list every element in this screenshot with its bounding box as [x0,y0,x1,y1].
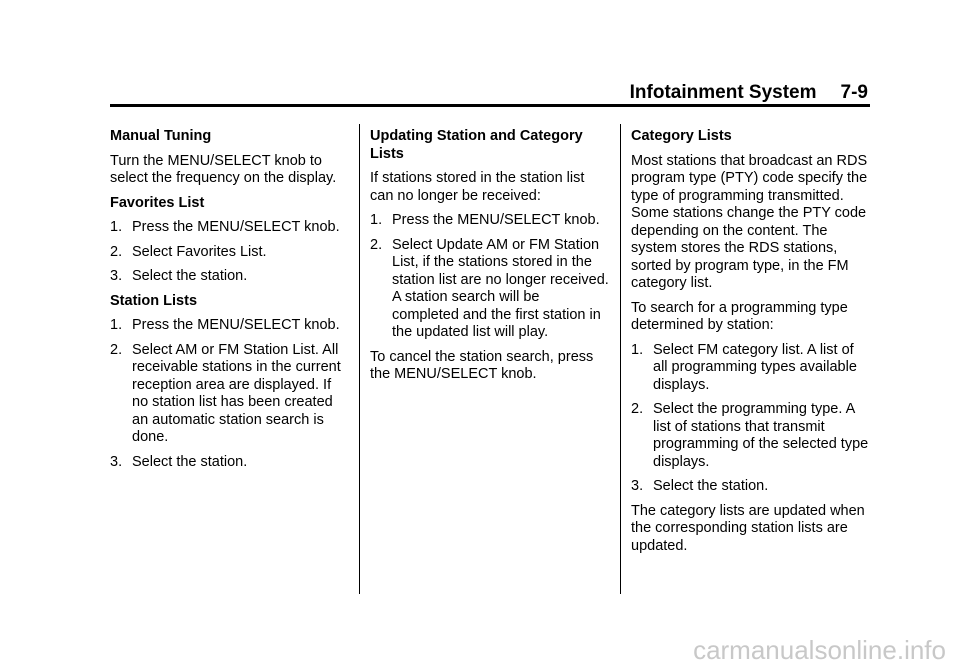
list-item: 2. Select Favorites List. [110,243,267,260]
page-header [630,82,868,104]
column-2 [370,128,610,391]
updating-lists-intro: If stations stored in the station list can no longer be received: [370,170,585,204]
list-item: 3. Select the station. [110,453,248,470]
section-title: Infotainment System [629,82,817,103]
column-1 [110,128,350,478]
column-divider [359,124,360,594]
category-lists-heading: Category Lists [631,128,732,144]
list-item: 2. Select AM or FM Station List. All receivable stations in the current reception area are displayed. If no station list has been created an automatic station search is done. [110,341,341,445]
list-item: 3. Select the station. [110,268,248,284]
watermark: carmanualsonline.info [693,635,946,665]
list-item: 2. Select Update AM or FM Station List, if the stations stored in the station list are no longer received. A station search will be completed and the first station in the updated list will play. [370,236,609,340]
manual-tuning-heading: Manual Tuning [110,128,212,144]
list-item: 3. Select the station. [631,478,769,494]
manual-tuning-text: Turn the MENU/SELECT knob to select the frequency on the display. [110,152,337,186]
station-lists-heading: Station Lists [110,292,198,309]
list-item: 1. Press the MENU/SELECT knob. [110,317,340,333]
cancel-search-text: To cancel the station search, press the MENU/SELECT knob. [370,348,594,382]
category-search-intro: To search for a programming type determined by station: [631,299,848,333]
updating-lists-heading: Updating Station and Category Lists [370,128,583,162]
favorites-heading: Favorites List [110,194,205,211]
header-rule [110,104,870,107]
category-lists-intro: Most stations that broadcast an RDS program type (PTY) code specify the type of programming transmitted. Some stations change the PTY code depending on the content. The system stores the RDS stations, sorted by program type, in the FM category list. [631,152,868,291]
list-item: 1. Select FM category list. A list of all programming types available displays. [631,341,857,393]
list-item: 1. Press the MENU/SELECT knob. [370,212,600,228]
list-item: 2. Select the programming type. A list of stations that transmit programming of the selected type displays. [631,401,869,470]
column-divider [620,124,621,594]
category-lists-outro: The category lists are updated when the corresponding station lists are updated. [631,502,865,554]
column-3 [631,128,871,562]
page-number: 7-9 [840,82,868,103]
list-item: 1. Press the MENU/SELECT knob. [110,219,340,235]
